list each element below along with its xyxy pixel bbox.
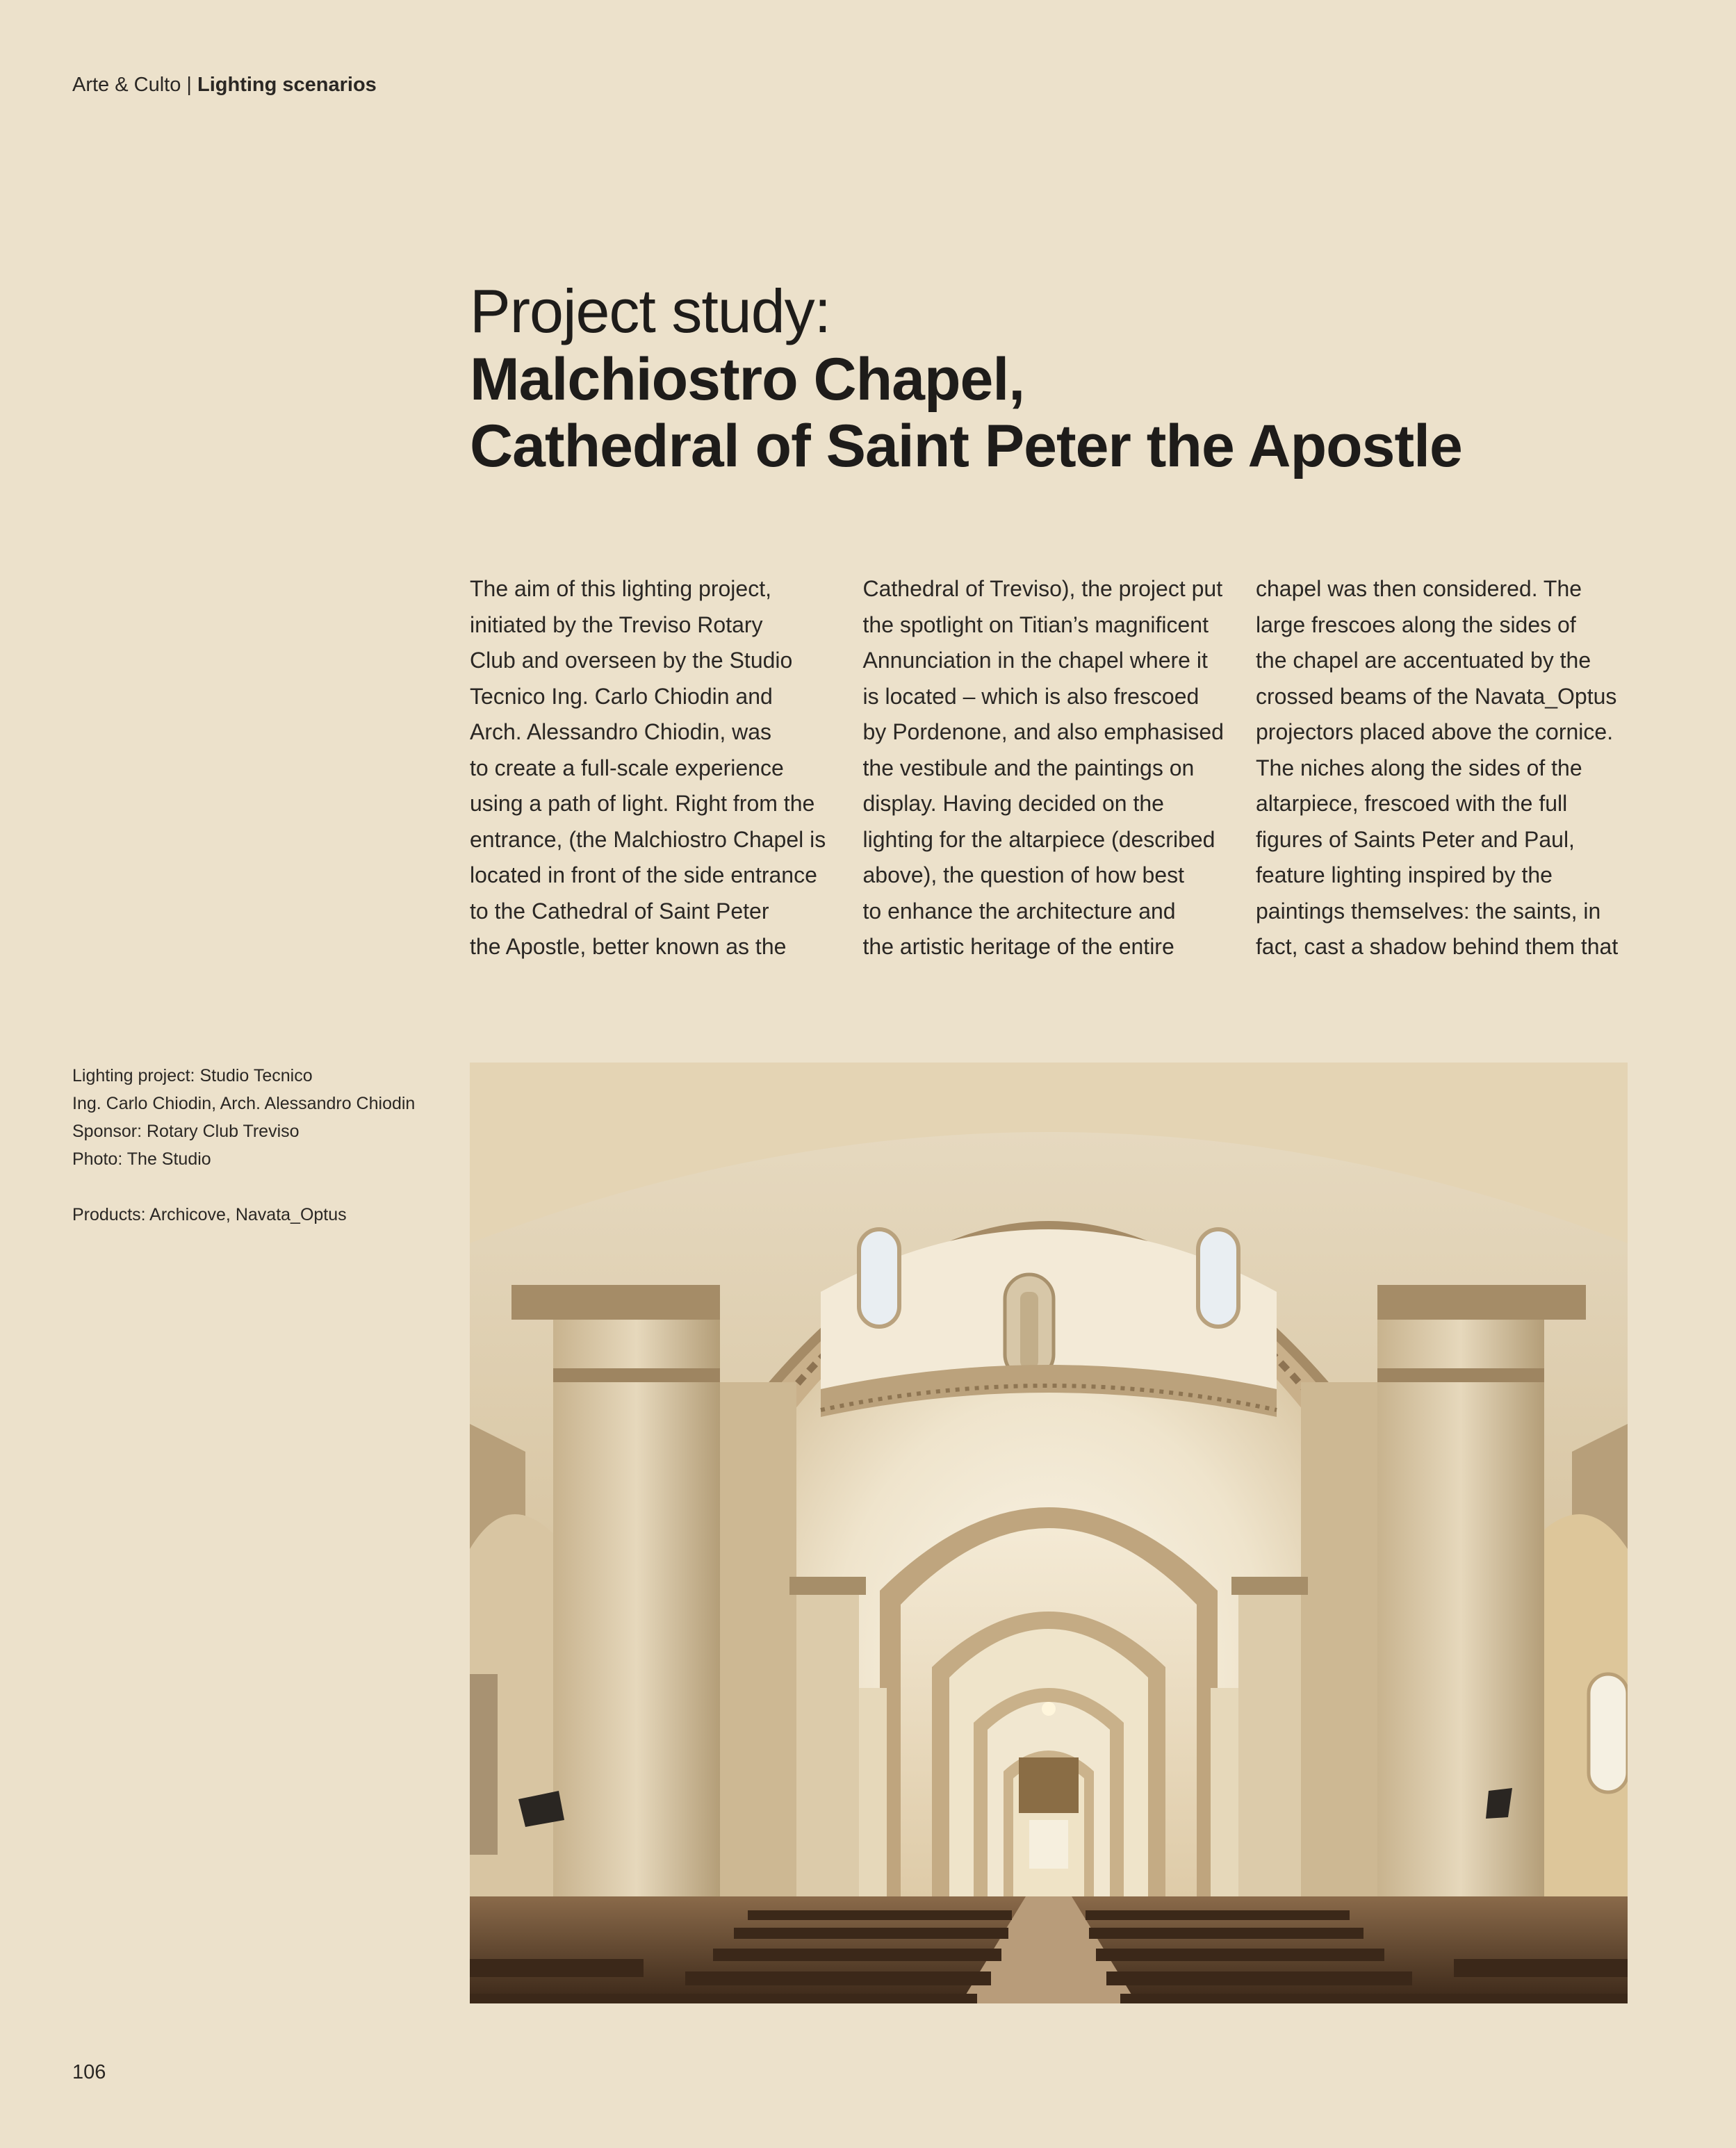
title-kicker: Project study: (470, 277, 831, 345)
credit-lighting-project: Lighting project: Studio Tecnico (72, 1066, 313, 1085)
header-separator: | (181, 74, 197, 96)
body-text (470, 571, 1628, 965)
body-column-3: chapel was then considered. The large frescoes along the sides of the chapel are accentuated by the crossed beams of the Navata_Optus projectors placed above the cornice. The niches along the sides of the altarpiece, frescoed with the full figures of Saints Peter and Paul, feature lighting inspired by the paintings themselves: the saints, in fact, cast a shadow behind them that (1256, 576, 1619, 959)
project-credits (72, 1062, 448, 1229)
header-series: Arte & Culto (72, 74, 181, 96)
body-column-2: Cathedral of Treviso), the project put the spotlight on Titian’s magnificent Annunciation in the chapel where it is located – which is also frescoed by Pordenone, and also emphasised the vestibule and the paintings on display. Having decided on the lighting for the altarpiece (described above), the question of how best to enhance the architecture and the artistic heritage of the entire (862, 576, 1224, 959)
page-title (470, 277, 1651, 479)
header-section: Lighting scenarios (197, 74, 377, 96)
credit-photo: Photo: The Studio (72, 1149, 211, 1169)
page-number: 106 (72, 2061, 106, 2083)
title-line-chapel: Malchiostro Chapel, (470, 346, 1025, 413)
cathedral-interior-photo (470, 1063, 1628, 2003)
credit-sponsor: Sponsor: Rotary Club Treviso (72, 1122, 300, 1141)
title-line-cathedral: Cathedral of Saint Peter the Apostle (470, 413, 1462, 479)
credit-products: Products: Archicove, Navata_Optus (72, 1205, 347, 1224)
body-column-1: The aim of this lighting project, initiated by the Treviso Rotary Club and overseen by the Studio Tecnico Ing. Carlo Chiodin and Arch. Alessandro Chiodin, was to create a full-scale experience using a path of light. Right from the entrance, (the Malchiostro Chapel is located in front of the side entrance to the Cathedral of Saint Peter the Apostle, better known as the (470, 576, 826, 959)
running-header (72, 72, 377, 97)
credit-lighting-designers: Ing. Carlo Chiodin, Arch. Alessandro Chiodin (72, 1094, 416, 1113)
